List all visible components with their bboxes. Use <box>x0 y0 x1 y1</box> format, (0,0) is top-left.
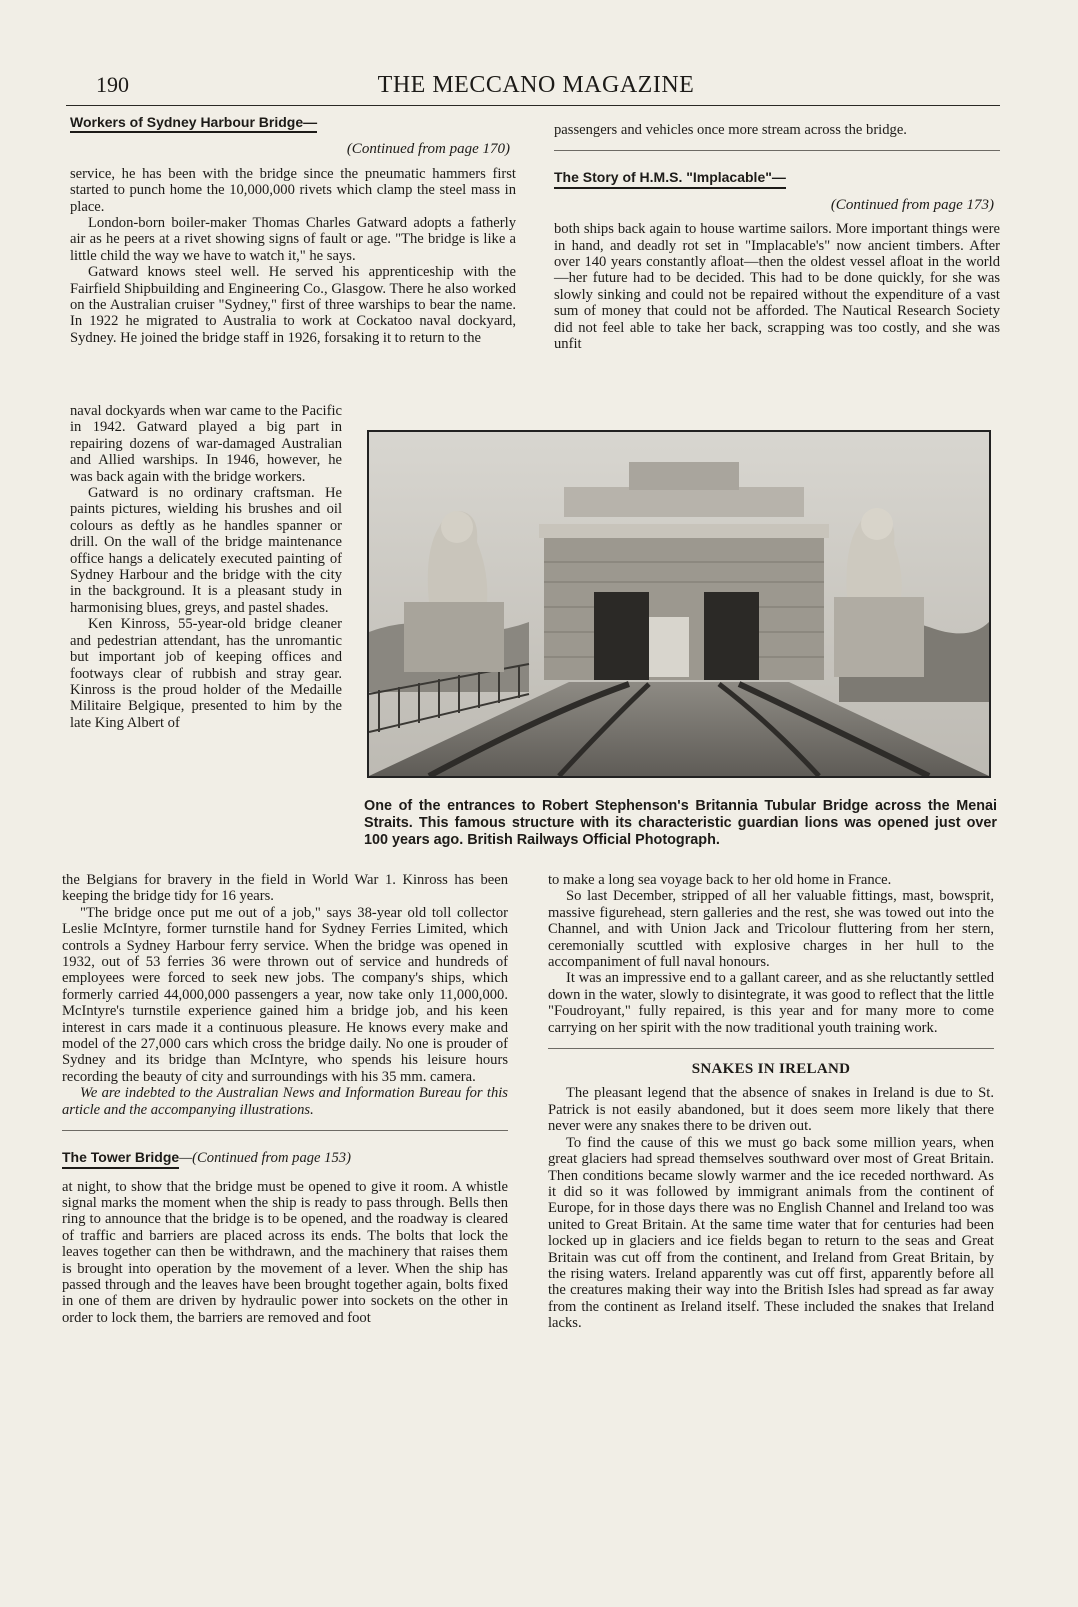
implacable-paragraph: So last December, stripped of all her valuable fittings, mast, bowsprit, massive figurehead, stern galleries and the rest, she was towed out into the Channel, and with Union Jack and Tricolour fluttering from her stern, ceremonially scuttled with explosive charges in her hull to the accompaniment of full naval honours. <box>548 888 994 971</box>
right-column-bottom <box>548 872 994 1332</box>
header-rule <box>66 105 1000 106</box>
implacable-paragraph: both ships back again to house wartime sailors. More important things were in hand, and deadly rot set in "Implacable's" now ancient timbers. After over 140 years constantly afloat—then the oldest vessel afloat in the world—her future had to be decided. This had to be done quickly, for she was slowly sinking and could not be repaired without the expenditure of a vast sum of money that could not be afforded. The Nautical Research Society did not feel able to take her back, scrapping was too costly, and she was unfit <box>554 221 1000 353</box>
photo-illustration <box>369 432 989 776</box>
sydney-continued-note: (Continued from page 170) <box>346 141 510 158</box>
snakes-paragraph: To find the cause of this we must go back some million years, when great glaciers had spread themselves southward over most of Great Britain. Then conditions became slowly warmer and the ice receded northward. As it did so it was followed by immigrant animals from the continent of Europe, for in those days there was no English Channel and Ireland too was united to Great Britain. At the same time water that for centuries had been locked up in glaciers and ice fields began to return to the seas and Great Britain was cut off from the continent, and Ireland from Great Britain, by the rising waters. Ireland apparently was cut off first, apparently before all the creatures making their way into the British Isles had spread as far away from the continent as Ireland itself. These included the snakes that Ireland lacks. <box>548 1134 994 1332</box>
tower-end-paragraph: passengers and vehicles once more stream across the bridge. <box>554 122 907 138</box>
sydney-paragraph: London-born boiler-maker Thomas Charles Gatward adopts a fatherly air as he peers at a rivet showing signs of fault or age. "The bridge is like a little child the way we have to watch it," he says. <box>70 215 516 264</box>
implacable-paragraph: It was an impressive end to a gallant career, and as she reluctantly settled down in the water, slowly to disintegrate, it was good to reflect that the little "Foudroyant," fully repaired, is this year and for many more to come carrying on her spirit with the now traditional youth training work. <box>548 970 994 1036</box>
tower-paragraph: at night, to show that the bridge must be opened to give it room. A whistle signal marks the moment when the ship is ready to pass through. Bells then ring to announce that the bridge is to be opened, and the roadway is cleared of traffic and barriers are placed across its ends. The bolts that lock the leaves together can then be withdrawn, and the machinery that raises them is brought into operation by the movement of a lever. When the ship has passed through and the leaves have been brought together again, bolts fixed in one of them are driven by hydraulic power into sockets on the other in order to lock them, the barriers are removed and foot <box>62 1178 508 1326</box>
magazine-title: THE MECCANO MAGAZINE <box>377 72 695 98</box>
implacable-heading: The Story of H.M.S. "Implacable"— <box>554 169 786 188</box>
page-header <box>72 72 1000 102</box>
sydney-paragraph: Gatward knows steel well. He served his apprenticeship with the Fairfield Shipbuilding and Engineering Co., Glasgow. There he also worked on the Australian cruiser "Sydney," first of three warships to bear the name. In 1922 he migrated to Australia to work at Cockatoo naval dockyard, Sydney. He joined the bridge staff in 1926, forsaking it to return to the <box>70 264 516 346</box>
sydney-article-bottom <box>62 872 508 1326</box>
sydney-paragraph: naval dockyards when war came to the Pacific in 1942. Gatward played a big part in repairing dozens of war-damaged Australian and Allied warships. In 1946, however, he was back again with the bridge workers. <box>70 403 342 485</box>
sydney-article-top <box>70 114 516 346</box>
implacable-paragraph: to make a long sea voyage back to her old home in France. <box>548 872 892 888</box>
sydney-paragraph: service, he has been with the bridge since the pneumatic hammers first started to punch home the 10,000,000 rivets which clamp the steel mass in place. <box>70 165 516 215</box>
page-number: 190 <box>96 72 129 97</box>
photo-caption: One of the entrances to Robert Stephenson's Britannia Tubular Bridge across the Menai Straits. This famous structure with its characteristic guardian lions was opened just over 100 years ago. British Railways Official Photograph. <box>364 798 997 848</box>
sydney-paragraph: Ken Kinross, 55-year-old bridge cleaner and pedestrian attendant, has the unromantic but important job of keeping offices and footways clear of rubbish and stray gear. Kinross is the proud holder of the Medaille Militaire Belgique, presented to him by the late King Albert of <box>70 616 342 731</box>
sydney-paragraph: Gatward is no ordinary craftsman. He paints pictures, wielding his brushes and oil colours as deftly as he handles spanner or drill. On the wall of the bridge maintenance office hangs a delicately executed painting of Sydney Harbour and the bridge with the city in the background. It is a pleasant study in harmonising blues, greys, and pastel shades. <box>70 485 342 616</box>
sydney-heading: Workers of Sydney Harbour Bridge— <box>70 114 516 133</box>
acknowledgement: We are indebted to the Australian News and Information Bureau for this article and the accompanying illustrations. <box>62 1085 508 1118</box>
section-divider <box>554 150 1000 151</box>
tower-continued-note: —(Continued from page 153) <box>179 1150 351 1167</box>
snakes-heading: SNAKES IN IRELAND <box>691 1061 851 1078</box>
right-column-top <box>554 122 1000 352</box>
tower-heading-line <box>62 1149 508 1168</box>
sydney-article-narrow <box>70 403 342 731</box>
sydney-paragraph: "The bridge once put me out of a job," says 38-year old toll collector Leslie McIntyre, former turnstile hand for Sydney Ferries Limited, which controls a Sydney Harbour ferry service. When the bridge was opened in 1932, out of 53 ferries 36 were thrown out of service and hundreds of employees were forced to seek new jobs. The company's ships, which formerly carried 44,000,000 passengers a year, now take only 11,000,000. McIntyre's turnstile experience gained him a bridge job, and his keen interest in cars made it a continuous pleasure. He knows every make and model of the 27,000 cars which cross the bridge daily. No one is prouder of Sydney and its bridge than McIntyre, who spends his leisure hours recording the beauty of city and surroundings with his 35 mm. camera. <box>62 904 508 1085</box>
implacable-continued-note: (Continued from page 173) <box>830 196 994 213</box>
section-divider <box>548 1048 994 1049</box>
implacable-heading-line <box>554 169 1000 188</box>
britannia-bridge-photo <box>367 430 991 778</box>
tower-heading: The Tower Bridge <box>62 1149 179 1168</box>
section-divider <box>62 1130 508 1131</box>
snakes-paragraph: The pleasant legend that the absence of snakes in Ireland is due to St. Patrick is not easily abandoned, but it does seem more likely that there never were any snakes there to be driven out. <box>548 1085 994 1135</box>
sydney-paragraph: the Belgians for bravery in the field in World War 1. Kinross has been keeping the bridge tidy for 16 years. <box>62 872 508 905</box>
